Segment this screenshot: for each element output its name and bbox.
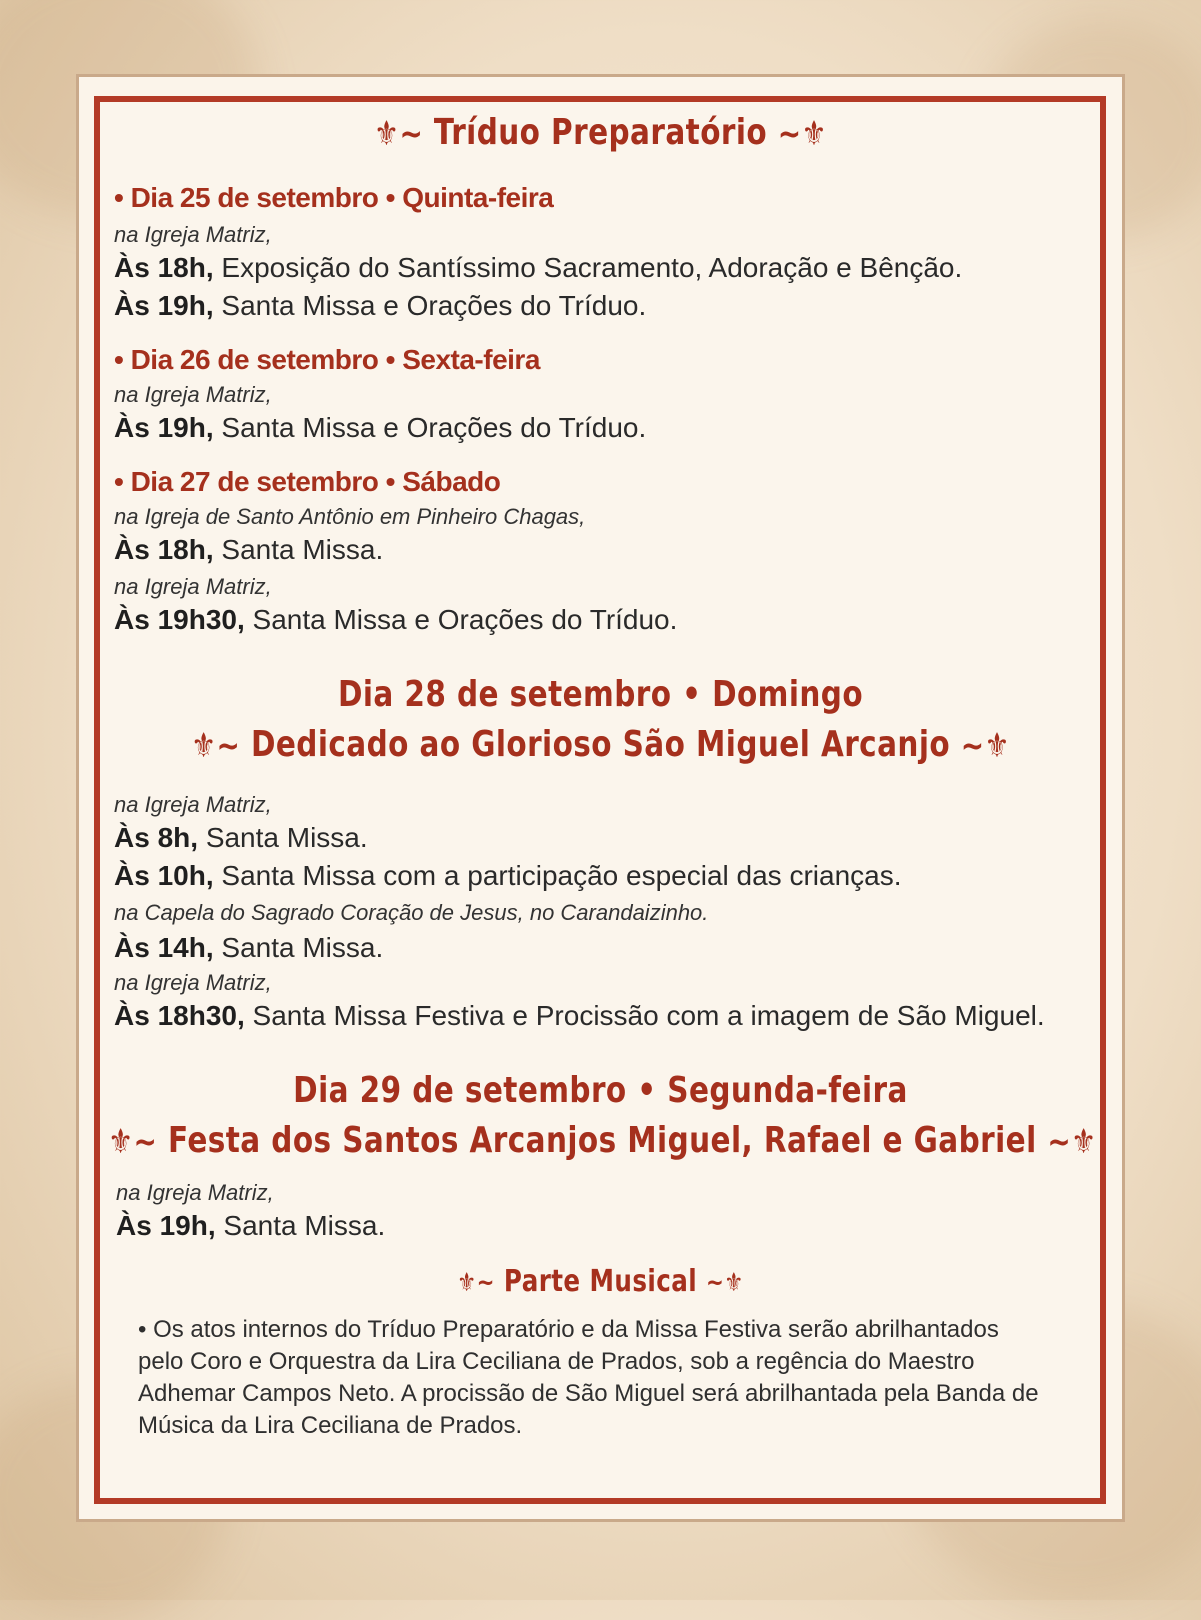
event-desc: Santa Missa. <box>223 1210 386 1241</box>
music-heading <box>108 1264 1093 1299</box>
day-28-heading-line-2 <box>108 724 1093 766</box>
music-description: • Os atos internos do Tríduo Preparatório e da Missa Festiva serão abrilhantados pelo Coro e Orquestra da Lira Ceciliana de Prados, sob a regência do Maestro Adhemar Campos Neto. A procissão de São Miguel será abrilhantada pela Banda de Música da Lira Ceciliana de Prados. <box>138 1316 1039 1439</box>
day-27-title: • Dia 27 de setembro • Sábado <box>114 466 501 497</box>
day-26-event-1 <box>114 412 646 444</box>
day-28-heading-text-1: Dia 28 de setembro • Domingo <box>337 674 864 715</box>
fleur-de-lis-icon: ~⚜ <box>1047 1122 1097 1162</box>
day-29-event-1 <box>116 1210 385 1242</box>
day-27-place-2: na Igreja Matriz, <box>114 574 272 599</box>
event-time: Às 18h30, <box>114 1000 245 1031</box>
day-28-heading-line-1 <box>108 674 1093 715</box>
event-time: Às 19h, <box>114 412 214 443</box>
day-26-place: na Igreja Matriz, <box>114 382 272 407</box>
day-25-title: • Dia 25 de setembro • Quinta-feira <box>114 182 554 213</box>
event-time: Às 8h, <box>114 822 199 853</box>
event-time: Às 18h, <box>114 534 214 565</box>
fleur-de-lis-icon: ~⚜ <box>706 1267 744 1298</box>
day-28-place-2: na Capela do Sagrado Coração de Jesus, no Carandaizinho. <box>114 900 709 925</box>
day-29-heading-line-1 <box>108 1070 1093 1111</box>
triduo-heading <box>108 112 1093 154</box>
event-time: Às 19h30, <box>114 604 245 635</box>
day-28-heading-text-2: Dedicado ao Glorioso São Miguel Arcanjo <box>250 724 951 765</box>
event-desc: Santa Missa. <box>221 932 384 963</box>
event-time: Às 19h, <box>116 1210 216 1241</box>
day-25-event-2 <box>114 290 646 322</box>
event-desc: Santa Missa. <box>205 822 368 853</box>
event-desc: Santa Missa e Orações do Tríduo. <box>252 604 678 635</box>
day-26-title: • Dia 26 de setembro • Sexta-feira <box>114 344 540 375</box>
fleur-de-lis-icon: ~⚜ <box>960 726 1010 766</box>
event-desc: Santa Missa e Orações do Tríduo. <box>221 290 647 321</box>
day-29-heading-line-2 <box>108 1120 1097 1162</box>
event-time: Às 14h, <box>114 932 214 963</box>
event-desc: Santa Missa com a participação especial das crianças. <box>221 860 902 891</box>
triduo-heading-text: Tríduo Preparatório <box>433 112 768 153</box>
fleur-de-lis-icon: ~⚜ <box>777 114 827 154</box>
day-28-event-1 <box>114 822 368 854</box>
day-27-event-2 <box>114 604 677 636</box>
day-27-place: na Igreja de Santo Antônio em Pinheiro Chagas, <box>114 504 586 529</box>
fleur-de-lis-icon: ⚜~ <box>374 114 424 154</box>
day-25-event-1 <box>114 252 962 284</box>
event-desc: Santa Missa. <box>221 534 384 565</box>
day-29-heading-text-1: Dia 29 de setembro • Segunda-feira <box>293 1070 908 1111</box>
event-desc: Santa Missa e Orações do Tríduo. <box>221 412 647 443</box>
day-28-event-3 <box>114 932 383 964</box>
music-heading-text: Parte Musical <box>503 1264 698 1299</box>
fleur-de-lis-icon: ⚜~ <box>191 726 241 766</box>
day-28-event-2 <box>114 860 902 892</box>
day-28-event-4 <box>114 1000 1045 1032</box>
day-29-place: na Igreja Matriz, <box>116 1180 274 1205</box>
event-desc: Exposição do Santíssimo Sacramento, Adoração e Bênção. <box>221 252 963 283</box>
event-time: Às 19h, <box>114 290 214 321</box>
day-28-place: na Igreja Matriz, <box>114 792 272 817</box>
day-27-event-1 <box>114 534 383 566</box>
event-time: Às 18h, <box>114 252 214 283</box>
day-28-place-3: na Igreja Matriz, <box>114 970 272 995</box>
fleur-de-lis-icon: ⚜~ <box>108 1122 158 1162</box>
event-time: Às 10h, <box>114 860 214 891</box>
day-29-heading-text-2: Festa dos Santos Arcanjos Miguel, Rafael e Gabriel <box>167 1120 1037 1161</box>
fleur-de-lis-icon: ⚜~ <box>457 1267 495 1298</box>
day-25-place: na Igreja Matriz, <box>114 222 272 247</box>
event-desc: Santa Missa Festiva e Procissão com a imagem de São Miguel. <box>252 1000 1045 1031</box>
